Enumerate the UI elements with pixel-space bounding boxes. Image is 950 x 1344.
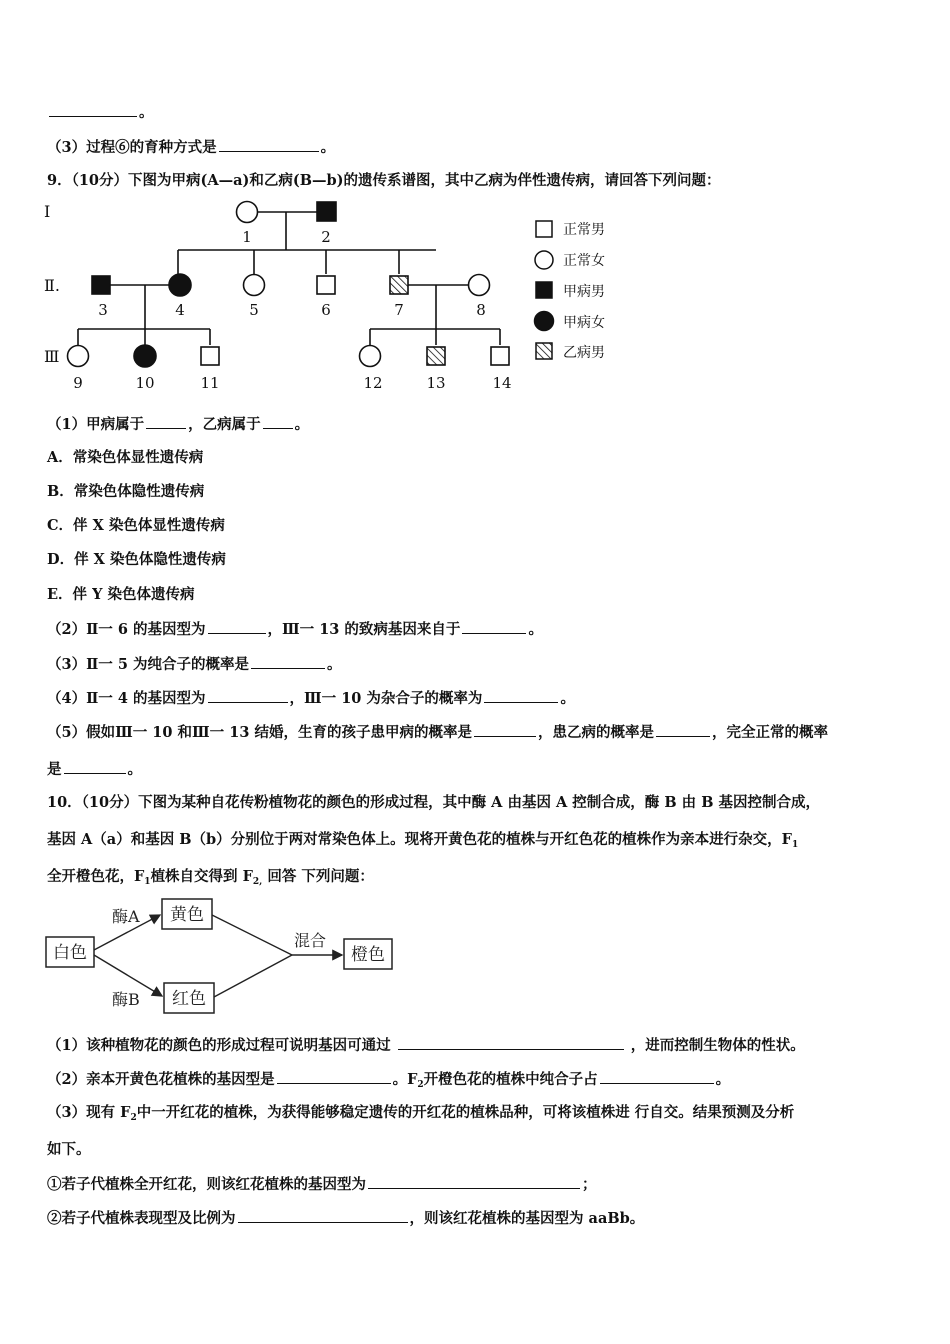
line-yellow-to-mix <box>212 915 292 955</box>
answer-blank-line: 。 <box>47 102 154 123</box>
individual-I-1 <box>237 202 258 223</box>
generation-label-I: Ⅰ <box>44 202 51 221</box>
option-d[interactable]: D．伴 X 染色体隐性遗传病 <box>47 551 226 568</box>
answer-blank[interactable] <box>219 137 319 152</box>
label-7: 7 <box>394 301 404 319</box>
individual-II-6 <box>317 276 335 294</box>
label-9: 9 <box>73 374 83 392</box>
individual-III-10 <box>134 345 156 367</box>
legend-disease-b-male-icon <box>536 343 552 359</box>
mix-label: 混合 <box>294 931 327 950</box>
label-6: 6 <box>321 301 331 319</box>
individual-III-9 <box>68 346 89 367</box>
label-11: 11 <box>200 374 220 392</box>
question-8-part-3: （3）过程⑥的育种方式是 。 <box>47 139 336 156</box>
individual-III-13 <box>427 347 445 365</box>
line-red-to-mix <box>214 955 292 997</box>
question-10-part-3: （3）现有 $F_2$中一开红花的植株，为获得能够稳定遗传的开红花的植株品种，可将该植株进 行自交。结果预测及分析 <box>47 1104 795 1123</box>
label-3: 3 <box>98 301 108 319</box>
option-a[interactable]: A．常染色体显性遗传病 <box>47 449 204 466</box>
individual-II-5 <box>244 275 265 296</box>
question-9-part-5: （5）假如Ⅲ一 10 和Ⅲ一 13 结婚，生育的孩子患甲病的概率是 ，患乙病的概率是 ，完全正常的概率 <box>47 724 828 741</box>
yellow-label: 黄色 <box>170 905 204 925</box>
individual-I-2 <box>317 202 336 221</box>
answer-blank[interactable] <box>462 619 526 634</box>
answer-blank[interactable] <box>474 722 536 737</box>
question-10-stem-3: 全开橙色花，$F_1$植株自交得到 $F_{2,}$ 回答 下列问题： <box>47 868 374 887</box>
legend-disease-a-female: 甲病女 <box>563 315 605 331</box>
answer-blank[interactable] <box>263 414 293 429</box>
answer-blank[interactable] <box>49 102 137 117</box>
legend-normal-female-icon <box>535 251 553 269</box>
label-8: 8 <box>476 301 486 319</box>
enzyme-b-label: 酶B <box>112 990 140 1009</box>
white-label: 白色 <box>53 943 87 963</box>
pedigree-diagram <box>40 195 640 400</box>
legend-normal-male-icon <box>536 221 552 237</box>
answer-blank[interactable] <box>484 688 558 703</box>
question-9-part-1: （1）甲病属于 ，乙病属于 。 <box>47 416 310 433</box>
label-14: 14 <box>492 374 512 392</box>
question-10-stem-1: 10．（10分）下图为某种自花传粉植物花的颜色的形成过程，其中酶 A 由基因 A 控制合成，酶 B 由 B 基因控制合成， <box>47 794 820 811</box>
individual-III-11 <box>201 347 219 365</box>
generation-label-III: Ⅲ <box>44 347 60 366</box>
question-9-stem: 9．（10分）下图为甲病(A—a)和乙病(B—b)的遗传系谱图，其中乙病为伴性遗传病，请回答下列问题： <box>47 172 721 189</box>
individual-II-3 <box>92 276 110 294</box>
question-10-part-2: （2）亲本开黄色花植株的基因型是 。$F_2$开橙色花的植株中纯合子占 。 <box>47 1071 731 1090</box>
answer-blank[interactable] <box>600 1069 714 1084</box>
question-10-part-1: （1）该种植物花的颜色的形成过程可说明基因可通过 ，进而控制生物体的性状。 <box>47 1037 805 1054</box>
label-10: 10 <box>135 374 155 392</box>
label-1: 1 <box>242 228 252 246</box>
flower-color-diagram <box>42 895 402 1020</box>
individual-II-4 <box>169 274 191 296</box>
question-10-part-3-cont: 如下。 <box>47 1141 91 1158</box>
answer-blank[interactable] <box>398 1035 624 1050</box>
option-b[interactable]: B．常染色体隐性遗传病 <box>47 483 205 500</box>
answer-blank[interactable] <box>208 619 266 634</box>
answer-blank[interactable] <box>208 688 288 703</box>
legend-normal-male: 正常男 <box>563 222 605 238</box>
label-4: 4 <box>175 301 185 319</box>
question-9-part-2: （2）Ⅱ一 6 的基因型为 ，Ⅲ一 13 的致病基因来自于 。 <box>47 621 543 638</box>
legend-disease-b-male: 乙病男 <box>563 345 605 361</box>
question-9-part-4: （4）Ⅱ一 4 的基因型为 ，Ⅲ一 10 为杂合子的概率为 。 <box>47 690 575 707</box>
orange-label: 橙色 <box>351 945 385 965</box>
answer-blank[interactable] <box>251 654 325 669</box>
answer-blank[interactable] <box>146 414 186 429</box>
individual-II-7 <box>390 276 408 294</box>
legend-disease-a-male: 甲病男 <box>563 284 605 300</box>
answer-blank[interactable] <box>656 722 710 737</box>
result-1: ①若子代植株全开红花，则该红花植株的基因型为 ； <box>47 1176 597 1193</box>
label-12: 12 <box>363 374 383 392</box>
generation-label-II: Ⅱ. <box>44 276 60 295</box>
label-5: 5 <box>249 301 259 319</box>
answer-blank[interactable] <box>64 759 126 774</box>
individual-III-12 <box>360 346 381 367</box>
question-9-part-5-cont: 是 。 <box>47 761 142 778</box>
individual-II-8 <box>469 275 490 296</box>
option-c[interactable]: C．伴 X 染色体显性遗传病 <box>47 517 225 534</box>
question-10-stem-2: 基因 A（a）和基因 B（b）分别位于两对常染色体上。现将开黄色花的植株与开红色花的植株作为亲本进行杂交，$F_1$ <box>47 831 799 850</box>
red-label: 红色 <box>172 989 206 1009</box>
individual-III-14 <box>491 347 509 365</box>
legend-disease-a-male-icon <box>536 282 552 298</box>
label-2: 2 <box>321 228 331 246</box>
enzyme-a-label: 酶A <box>112 907 140 926</box>
legend-normal-female: 正常女 <box>563 253 605 269</box>
answer-blank[interactable] <box>277 1069 391 1084</box>
legend-disease-a-female-icon <box>535 312 554 331</box>
answer-blank[interactable] <box>368 1174 580 1189</box>
result-2: ②若子代植株表现型及比例为 ，则该红花植株的基因型为 aaBb。 <box>47 1210 645 1227</box>
answer-blank[interactable] <box>238 1208 408 1223</box>
option-e[interactable]: E．伴 Y 染色体遗传病 <box>47 586 195 603</box>
label-13: 13 <box>426 374 446 392</box>
question-9-part-3: （3）Ⅱ一 5 为纯合子的概率是 。 <box>47 656 342 673</box>
